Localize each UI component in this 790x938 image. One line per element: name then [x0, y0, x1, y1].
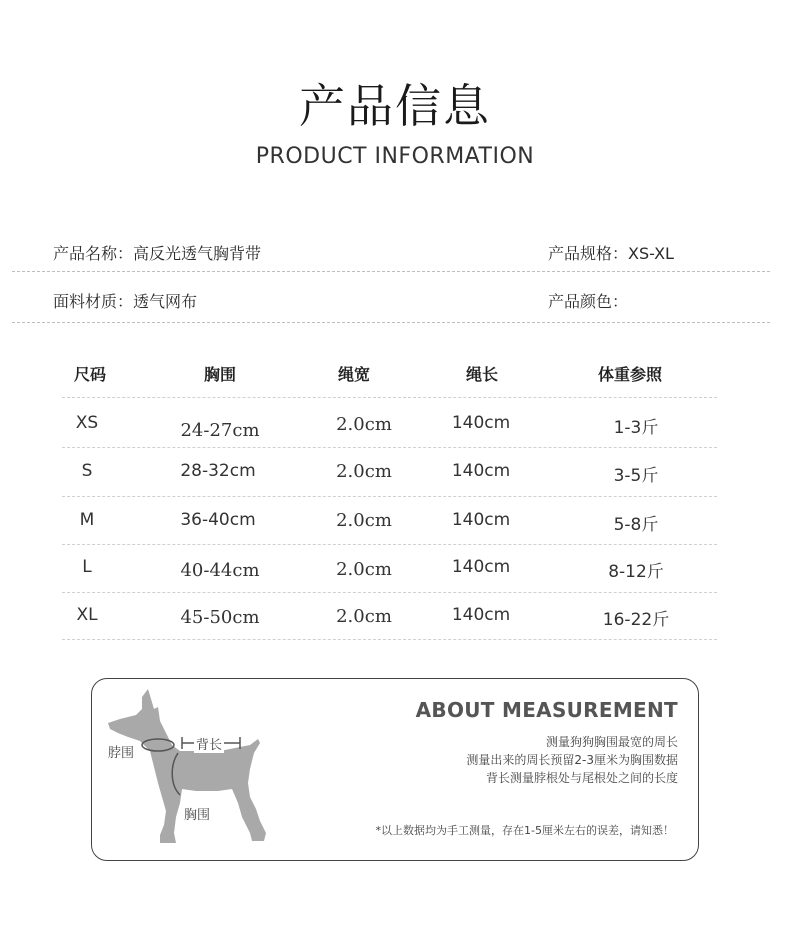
cell-chest: 45-50cm	[180, 607, 260, 628]
cell-chest: 40-44cm	[180, 560, 260, 581]
table-header-size: 尺码	[73, 365, 106, 384]
table-divider	[62, 447, 717, 448]
page-subtitle: PRODUCT INFORMATION	[255, 144, 535, 169]
cell-weight: 3-5斤	[613, 466, 659, 486]
table-header-width: 绳宽	[337, 365, 370, 384]
divider	[12, 271, 770, 272]
cell-width: 2.0cm	[336, 461, 392, 482]
measurement-guides	[100, 685, 280, 855]
cell-chest: 28-32cm	[180, 461, 256, 481]
cell-length: 140cm	[451, 557, 511, 577]
cell-length: 140cm	[451, 510, 511, 530]
cell-size: M	[79, 510, 95, 530]
table-divider	[62, 544, 717, 545]
cell-chest: 24-27cm	[180, 420, 260, 441]
table-header-length: 绳长	[465, 365, 498, 384]
measurement-line: 测量出来的周长预留2-3厘米为胸围数据	[466, 753, 678, 767]
divider	[12, 322, 770, 323]
cell-width: 2.0cm	[336, 559, 392, 580]
cell-weight: 5-8斤	[613, 515, 659, 535]
table-divider	[62, 592, 717, 593]
table-header-chest: 胸围	[203, 365, 236, 384]
table-header-weight: 体重参照	[597, 365, 662, 384]
cell-size: L	[82, 557, 92, 577]
cell-size: XS	[75, 413, 99, 433]
measurement-line: 背长测量脖根处与尾根处之间的长度	[485, 771, 678, 785]
cell-size: S	[81, 461, 93, 481]
table-divider	[62, 639, 717, 640]
measurement-line: 测量狗狗胸围最宽的周长	[545, 735, 678, 749]
cell-length: 140cm	[451, 461, 511, 481]
product-spec: 产品规格：XS-XL	[548, 244, 674, 263]
cell-weight: 16-22斤	[602, 610, 670, 630]
label-chest: 胸围	[184, 808, 211, 823]
label-neck: 脖围	[108, 742, 134, 761]
measurement-note: *以上数据均为手工测量，存在1-5厘米左右的误差，请知悉！	[375, 824, 674, 837]
table-divider	[62, 397, 717, 398]
cell-weight: 1-3斤	[613, 418, 659, 438]
cell-size: XL	[76, 605, 98, 625]
page-title: 产品信息	[299, 79, 491, 133]
cell-width: 2.0cm	[336, 606, 392, 627]
product-material: 面料材质：透气网布	[53, 292, 198, 311]
cell-length: 140cm	[451, 605, 511, 625]
label-back: 背长	[194, 734, 224, 753]
product-color: 产品颜色：	[548, 292, 629, 311]
product-name: 产品名称：高反光透气胸背带	[53, 244, 262, 263]
cell-chest: 36-40cm	[180, 510, 256, 530]
measurement-title: ABOUT MEASUREMENT	[415, 698, 678, 722]
cell-weight: 8-12斤	[608, 562, 664, 582]
cell-length: 140cm	[451, 413, 511, 433]
cell-width: 2.0cm	[336, 510, 392, 531]
table-divider	[62, 496, 717, 497]
cell-width: 2.0cm	[336, 414, 392, 435]
